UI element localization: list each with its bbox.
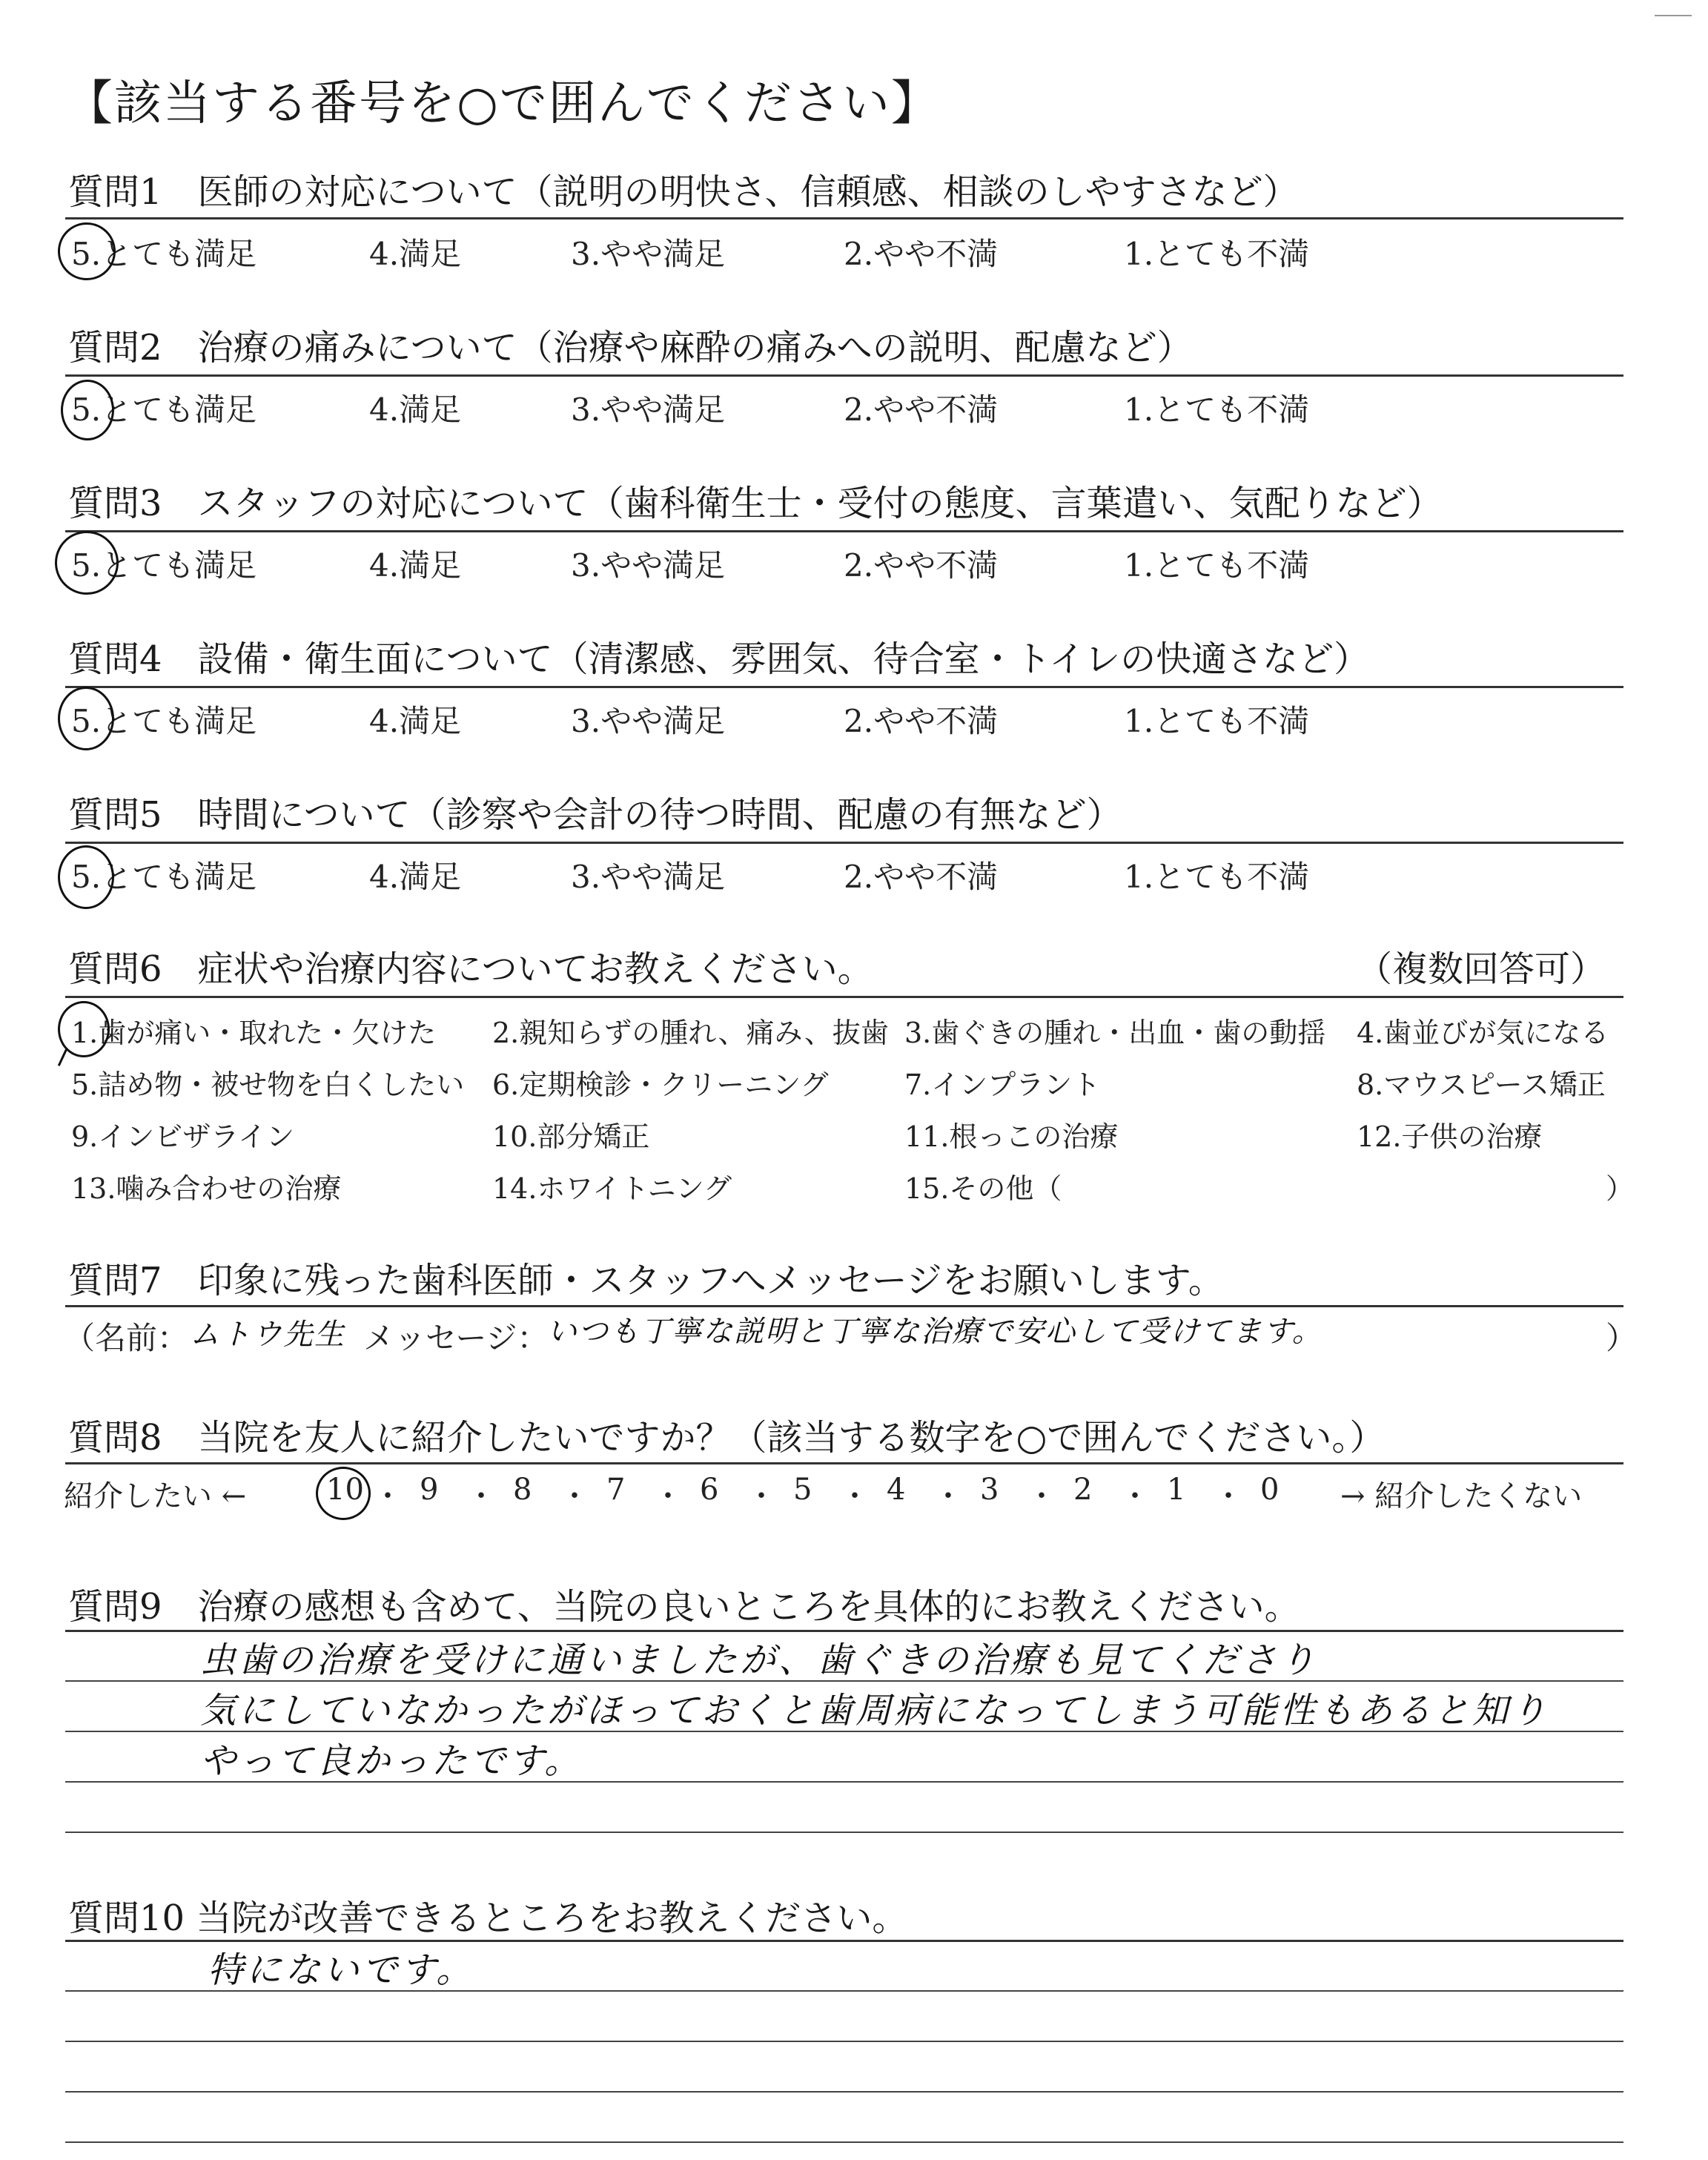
q7-message-label: メッセージ： <box>363 1320 549 1356</box>
q6-option-2[interactable]: 2.親知らずの腫れ、痛み、抜歯 <box>492 1017 889 1049</box>
q1-option-4[interactable]: 4.満足 <box>369 236 462 272</box>
q8-scale-value-4[interactable]: 4 <box>887 1473 906 1507</box>
q7-rule <box>65 1305 1623 1307</box>
q10-answer-line-4 <box>65 2141 1623 2143</box>
q9-answer-text-1[interactable]: 虫歯の治療を受けに通いましたが、歯ぐきの治療も見てくださり <box>200 1639 1319 1681</box>
q8-scale-separator: ・ <box>840 1479 870 1513</box>
q8-scale <box>326 1473 1364 1517</box>
q2-title: 質問2 治療の痛みについて（治療や麻酔の痛みへの説明、配慮など） <box>68 327 1193 369</box>
q5-option-2[interactable]: 2.やや不満 <box>844 859 999 895</box>
q10-answer-text-1[interactable]: 特にないです。 <box>208 1949 475 1991</box>
q8-left-label: 紹介したい ← <box>64 1479 247 1513</box>
q8-scale-separator: ・ <box>373 1479 403 1513</box>
q8-title: 質問8 当院を友人に紹介したいですか？（該当する数字を○で囲んでください。） <box>68 1417 1386 1459</box>
q2-option-2[interactable]: 2.やや不満 <box>844 392 999 428</box>
q6-note: （複数回答可） <box>1357 948 1606 990</box>
q6-option-10[interactable]: 10.部分矯正 <box>492 1120 650 1153</box>
q5-option-5[interactable]: 5.とても満足 <box>71 859 257 895</box>
q6-option-12[interactable]: 12.子供の治療 <box>1357 1120 1543 1153</box>
q3-option-3[interactable]: 3.やや満足 <box>571 547 726 584</box>
form-header: 【該当する番号を○で囲んでください】 <box>65 76 940 131</box>
q2-handdrawn-circle-icon <box>61 380 114 440</box>
q3-handdrawn-circle-icon <box>55 531 119 595</box>
q6-title: 質問6 症状や治療内容についてお教えください。 <box>68 948 873 990</box>
q6-option-1[interactable]: 1.歯が痛い・取れた・欠けた <box>71 1017 437 1049</box>
q8-scale-value-3[interactable]: 3 <box>980 1473 999 1507</box>
q7-name-value[interactable]: ムトウ先生 <box>190 1318 345 1352</box>
q8-scale-separator: ・ <box>1027 1479 1056 1513</box>
q7-message-value[interactable]: いつも丁寧な説明と丁寧な治療で安心して受けてます。 <box>547 1315 1323 1349</box>
q5-option-3[interactable]: 3.やや満足 <box>571 859 726 895</box>
q6-option-13[interactable]: 13.噛み合わせの治療 <box>71 1172 342 1205</box>
q1-handdrawn-circle-icon <box>58 222 116 280</box>
q6-option-7[interactable]: 7.インプラント <box>904 1069 1101 1101</box>
q8-scale-value-5[interactable]: 5 <box>793 1473 812 1507</box>
q9-title: 質問9 治療の感想も含めて、当院の良いところを具体的にお教えください。 <box>68 1586 1300 1628</box>
q4-option-3[interactable]: 3.やや満足 <box>571 703 726 739</box>
q2-option-5[interactable]: 5.とても満足 <box>71 392 257 428</box>
q2-option-3[interactable]: 3.やや満足 <box>571 392 726 428</box>
q3-option-5[interactable]: 5.とても満足 <box>71 547 257 584</box>
q8-scale-separator: ・ <box>747 1479 776 1513</box>
q2-option-1[interactable]: 1.とても不満 <box>1124 392 1310 428</box>
q7-close-paren: ） <box>1606 1320 1638 1356</box>
q6-option-11[interactable]: 11.根っこの治療 <box>904 1120 1119 1153</box>
q4-rule <box>65 686 1623 688</box>
q5-title: 質問5 時間について（診察や会計の待つ時間、配慮の有無など） <box>68 794 1122 836</box>
q8-scale-separator: ・ <box>466 1479 496 1513</box>
q4-option-4[interactable]: 4.満足 <box>369 703 462 739</box>
q3-title: 質問3 スタッフの対応について（歯科衛生士・受付の態度、言葉遣い、気配りなど） <box>68 483 1443 524</box>
q1-option-5[interactable]: 5.とても満足 <box>71 236 257 272</box>
q1-title: 質問1 医師の対応について（説明の明快さ、信頼感、相談のしやすさなど） <box>68 171 1299 213</box>
q10-answer-line-3 <box>65 2091 1623 2093</box>
q8-scale-value-9[interactable]: 9 <box>420 1473 439 1507</box>
q7-title: 質問7 印象に残った歯科医師・スタッフへメッセージをお願いします。 <box>68 1260 1224 1301</box>
q9-answer-text-3[interactable]: やって良かったです。 <box>200 1740 583 1782</box>
q5-option-1[interactable]: 1.とても不満 <box>1124 859 1310 895</box>
q10-answer-line-2 <box>65 2041 1623 2042</box>
q1-option-3[interactable]: 3.やや満足 <box>571 236 726 272</box>
q8-scale-value-7[interactable]: 7 <box>606 1473 626 1507</box>
q6-other-close-paren: ） <box>1606 1172 1635 1205</box>
q8-scale-separator: ・ <box>560 1479 589 1513</box>
scan-edge-line <box>1655 15 1692 16</box>
q9-answer-text-2[interactable]: 気にしていなかったがほっておくと歯周病になってしまう可能性もあると知り <box>200 1690 1550 1731</box>
q6-option-5[interactable]: 5.詰め物・被せ物を白くしたい <box>71 1069 465 1101</box>
q4-title: 質問4 設備・衛生面について（清潔感、雰囲気、待合室・トイレの快適さなど） <box>68 638 1370 680</box>
q8-rule <box>65 1462 1623 1464</box>
q6-option-6[interactable]: 6.定期検診・クリーニング <box>492 1069 829 1101</box>
q4-handdrawn-circle-icon <box>58 687 114 750</box>
q9-answer-line-4 <box>65 1832 1623 1833</box>
q3-rule <box>65 530 1623 532</box>
q3-option-4[interactable]: 4.満足 <box>369 547 462 584</box>
q8-scale-value-6[interactable]: 6 <box>700 1473 719 1507</box>
q8-scale-value-8[interactable]: 8 <box>513 1473 532 1507</box>
q6-option-9[interactable]: 9.インビザライン <box>71 1120 295 1153</box>
q8-scale-separator: ・ <box>933 1479 963 1513</box>
q8-scale-value-2[interactable]: 2 <box>1073 1473 1093 1507</box>
q8-scale-value-0[interactable]: 0 <box>1260 1473 1280 1507</box>
q8-scale-separator: ・ <box>1214 1479 1243 1513</box>
q5-rule <box>65 842 1623 844</box>
q10-title: 質問10 当院が改善できるところをお教えください。 <box>68 1898 908 1939</box>
q2-rule <box>65 374 1623 377</box>
q4-option-5[interactable]: 5.とても満足 <box>71 703 257 739</box>
q1-option-1[interactable]: 1.とても不満 <box>1124 236 1310 272</box>
q4-option-2[interactable]: 2.やや不満 <box>844 703 999 739</box>
q1-rule <box>65 217 1623 219</box>
q5-option-4[interactable]: 4.満足 <box>369 859 462 895</box>
q6-option-4[interactable]: 4.歯並びが気になる <box>1357 1017 1609 1049</box>
q6-rule <box>65 996 1623 998</box>
q6-option-14[interactable]: 14.ホワイトニング <box>492 1172 732 1205</box>
q7-name-label: （名前： <box>64 1320 189 1356</box>
q6-option-3[interactable]: 3.歯ぐきの腫れ・出血・歯の動揺 <box>904 1017 1326 1049</box>
q5-handdrawn-circle-icon <box>58 845 114 909</box>
q8-selected-circle-icon <box>316 1467 371 1520</box>
q4-option-1[interactable]: 1.とても不満 <box>1124 703 1310 739</box>
q8-scale-value-1[interactable]: 1 <box>1167 1473 1186 1507</box>
q8-right-label: → 紹介したくない <box>1340 1479 1583 1513</box>
q6-option-8[interactable]: 8.マウスピース矯正 <box>1357 1069 1606 1101</box>
q3-option-1[interactable]: 1.とても不満 <box>1124 547 1310 584</box>
q1-option-2[interactable]: 2.やや不満 <box>844 236 999 272</box>
q8-scale-value-10[interactable]: 10 <box>326 1473 364 1507</box>
q8-scale-separator: ・ <box>653 1479 683 1513</box>
q3-option-2[interactable]: 2.やや不満 <box>844 547 999 584</box>
q2-option-4[interactable]: 4.満足 <box>369 392 462 428</box>
q8-scale-separator: ・ <box>1120 1479 1150 1513</box>
q6-option-15[interactable]: 15.その他（ <box>904 1172 1062 1205</box>
